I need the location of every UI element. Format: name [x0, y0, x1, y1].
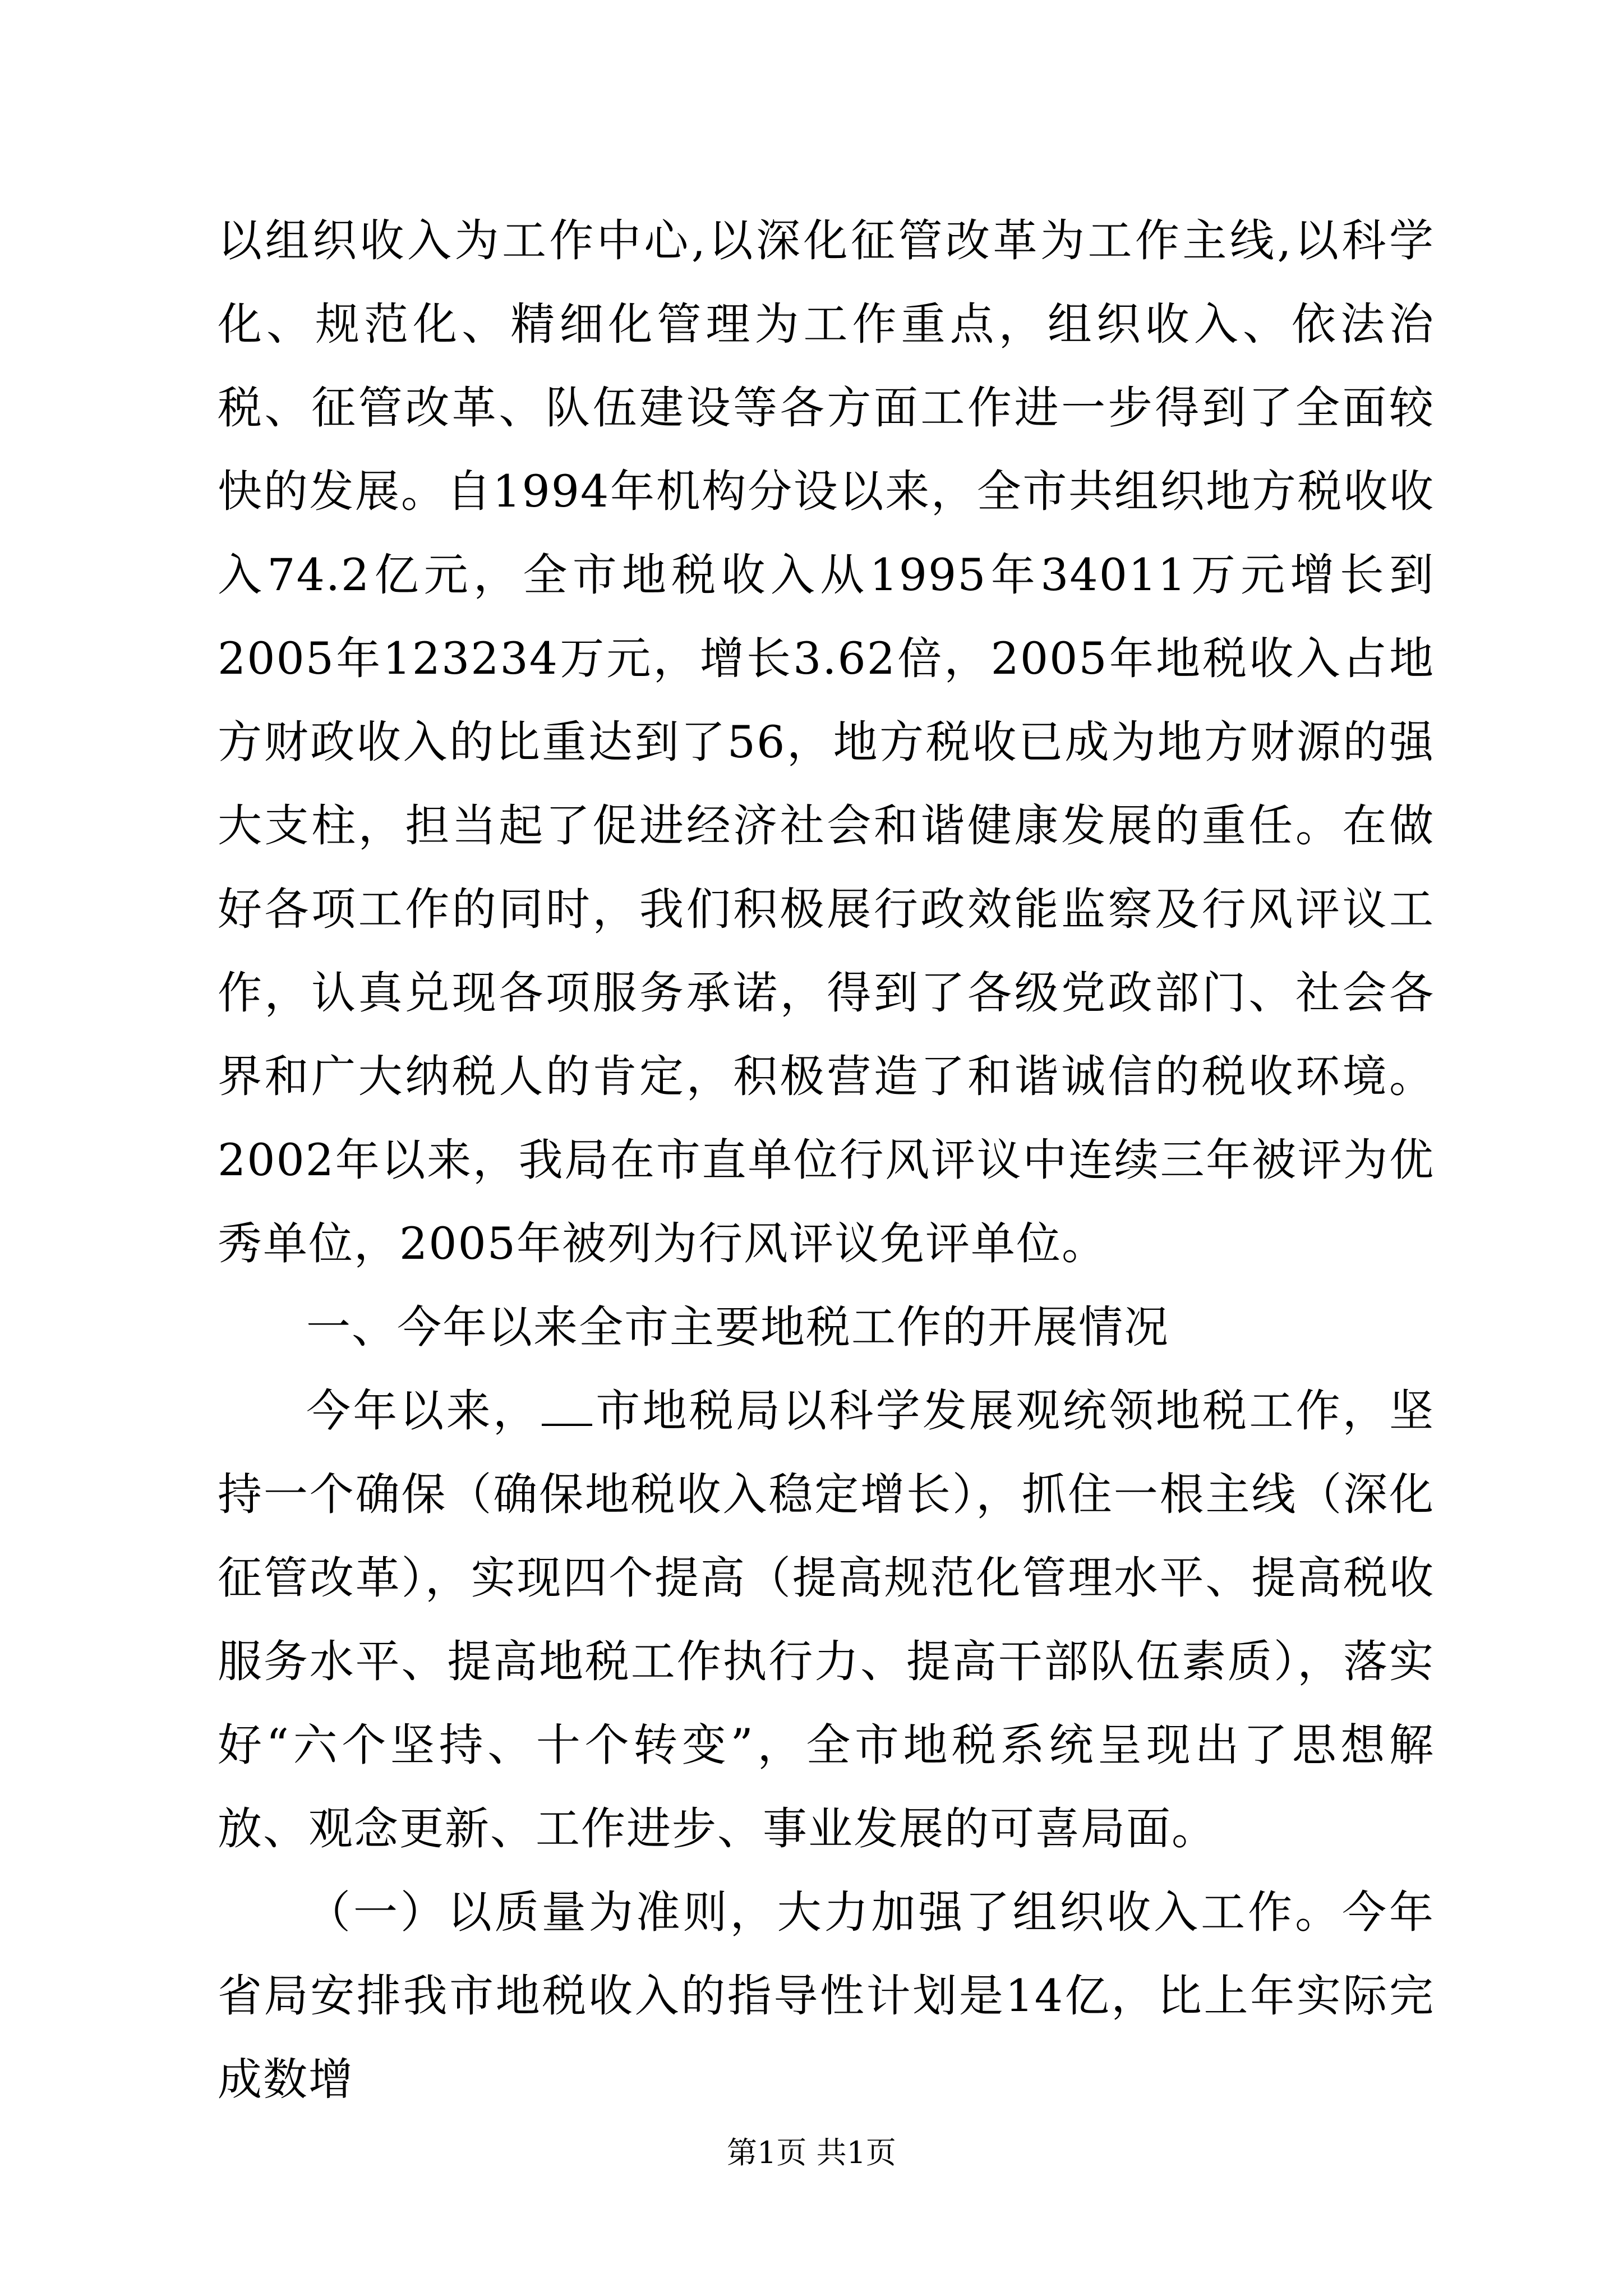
paragraph-intro: 以组织收入为工作中心,以深化征管改革为工作主线,以科学化、规范化、精细化管理为工作重点，组织收入、依法治税、征管改革、队伍建设等各方面工作进一步得到了全面较快的发展。自1994年机构分设以来，全市共组织地方税收收入74.2亿元，全市地税收入从1995年34011万元增长到2005年123234万元，增长3.62倍，2005年地税收入占地方财政收入的比重达到了56，地方税收已成为地方财源的强大支柱，担当起了促进经济社会和谐健康发展的重任。在做好各项工作的同时，我们积极展行政效能监察及行风评议工作，认真兑现各项服务承诺，得到了各级党政部门、社会各界和广大纳税人的肯定，积极营造了和谐诚信的税收环境。2002年以来，我局在市直单位行风评议中连续三年被评为优秀单位，2005年被列为行风评议免评单位。 — [218, 215, 1435, 1269]
paragraph-overview-start: 今年以来， — [306, 1385, 540, 1437]
paragraph-revenue: （一）以质量为准则，大力加强了组织收入工作。今年省局安排我市地税收入的指导性计划是14亿，比上年实际完成数增 — [218, 1887, 1435, 2105]
section-heading: 一、今年以来全市主要地税工作的开展情况 — [306, 1301, 1169, 1353]
paragraph-overview-rest: 市地税局以科学发展观统领地税工作，坚持一个确保（确保地税收入稳定增长），抓住一根主线（深化征管改革），实现四个提高（提高规范化管理水平、提高税收服务水平、提高地税工作执行力、提高干部队伍素质），落实好“六个坚持、十个转变”，全市地税系统呈现出了思想解放、观念更新、工作进步、事业发展的可喜局面。 — [218, 1385, 1435, 1855]
blank-underline — [542, 1390, 592, 1426]
document-body — [218, 199, 1435, 2122]
page-footer: 第1页 共1页 — [727, 2135, 896, 2170]
paragraph-overview — [218, 1369, 1435, 1871]
